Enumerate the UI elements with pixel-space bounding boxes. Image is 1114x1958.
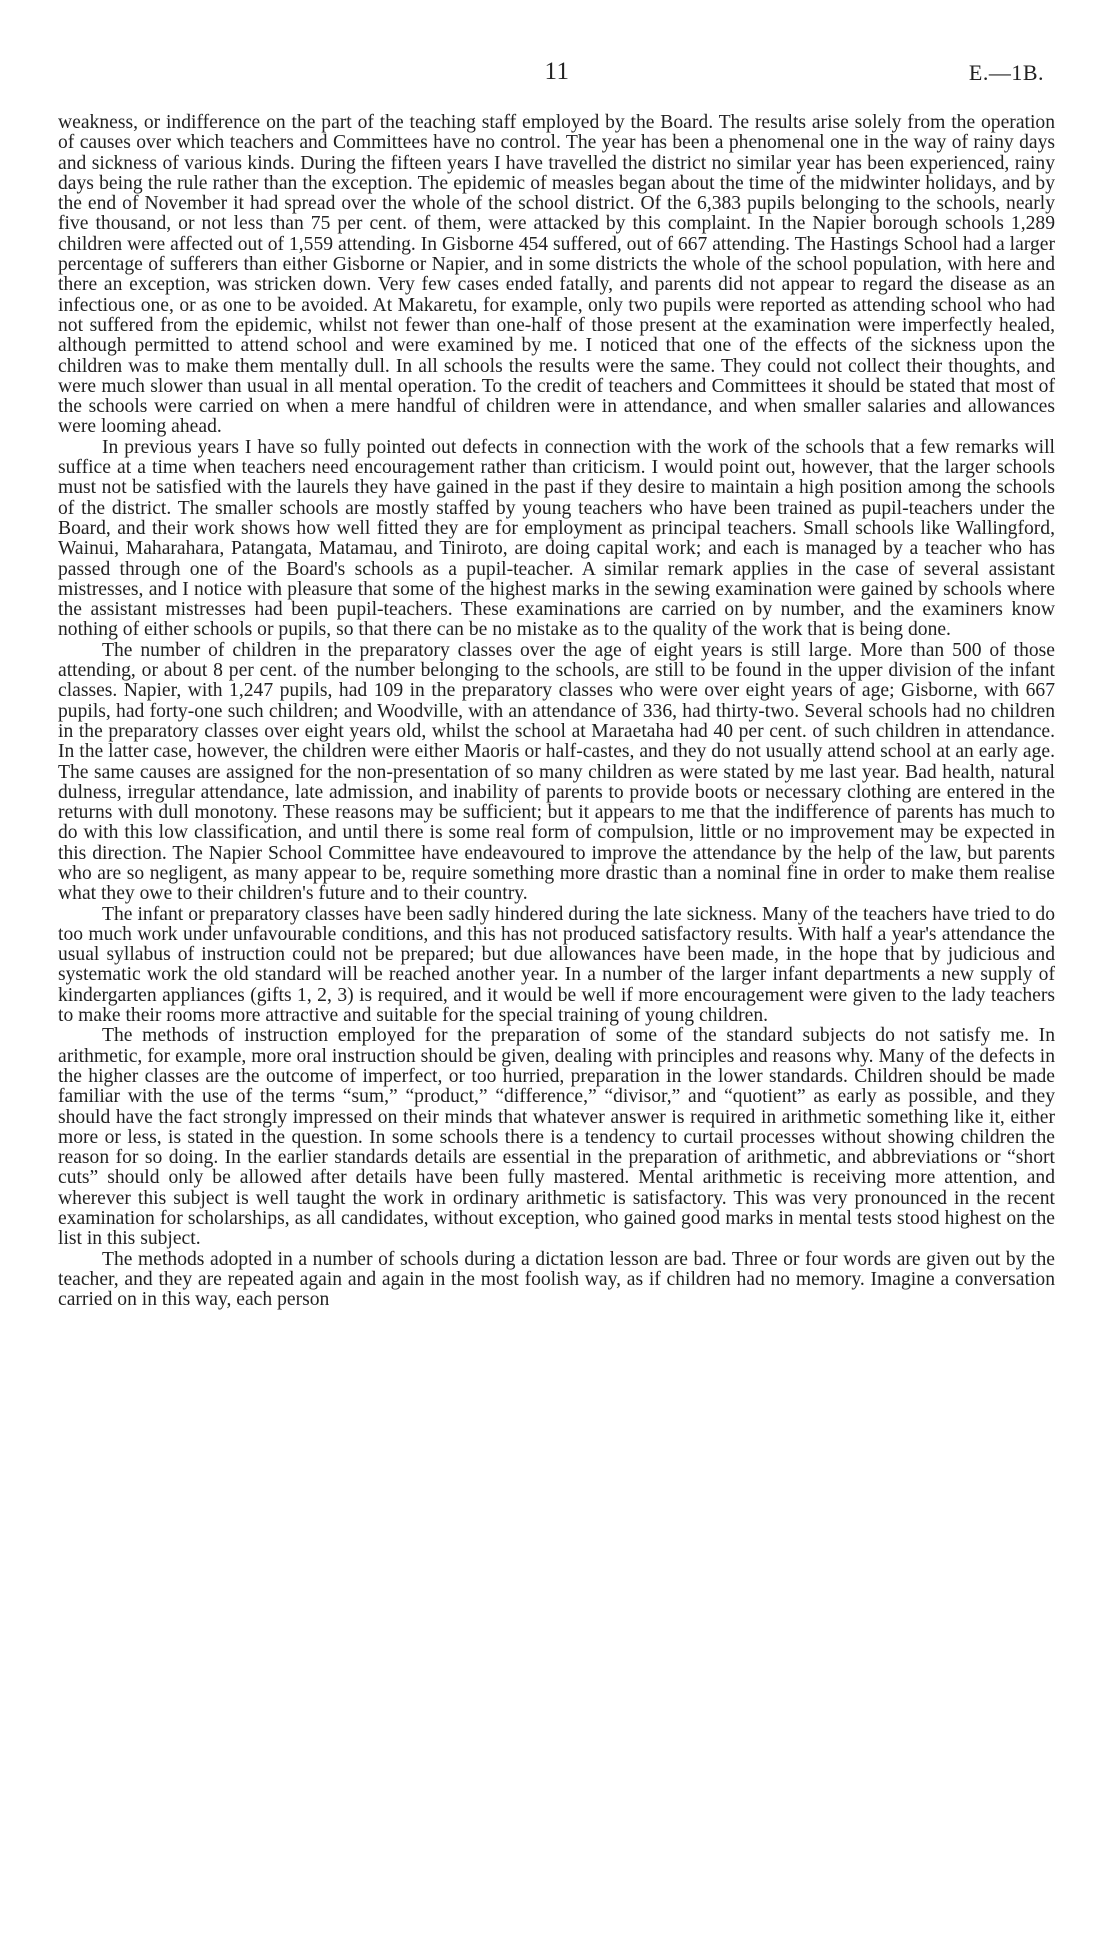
paragraph-dictation: The methods adopted in a number of schools during a dictation lesson are bad. Three or four words are given out by the teacher, and they are repeated again and again in the most foolish way, as if children had no memory. Imagine a conversation carried on in this way, each person — [58, 1248, 1055, 1311]
paragraph-epidemic: weakness, or indifference on the part of the teaching staff employed by the Board. The results arise solely from the operation of causes over which teachers and Committees have no control. The year has been a phenomenal one in the way of rainy days and sickness of various kinds. During the fifteen years I have travelled the district no similar year has been experienced, rainy days being the rule rather than the exception. The epidemic of measles began about the time of the midwinter holidays, and by the end of November it had spread over the whole of the school district. Of the 6,383 pupils belonging to the schools, nearly five thousand, or not less than 75 per cent. of them, were attacked by this complaint. In the Napier borough schools 1,289 children were affected out of 1,559 attending. In Gisborne 454 suffered, out of 667 attending. The Hastings School had a larger percentage of sufferers than either Gisborne or Napier, and in some districts the whole of the school population, with here and there an exception, was stricken down. Very few cases ended fatally, and parents did not appear to regard the disease as an infectious one, or as one to be avoided. At Makaretu, for example, only two pupils were reported as attending school who had not suffered from the epidemic, whilst not fewer than one-half of those present at the examination were imperfectly healed, although permitted to attend school and were examined by me. I noticed that one of the effects of the sickness upon the children was to make them mentally dull. In all schools the results were the same. They could not collect their thoughts, and were much slower than usual in all mental operation. To the credit of teachers and Committees it should be stated that most of the schools were carried on when a mere handful of children were in attendance, and when smaller salaries and allowances were looming ahead. — [58, 112, 1055, 438]
paragraph-infant-classes: The infant or preparatory classes have been sadly hindered during the late sickness. Many of the teachers have tried to do too much work under unfavourable conditions, and this has not produced satisfactory results. With half a year's attendance the usual syllabus of instruction could not be prepared; but due allowances have been made, in the hope that by judicious and systematic work the old standard will be reached another year. In a number of the larger infant departments a new supply of kindergarten appliances (gifts 1, 2, 3) is required, and it would be well if more encouragement were given to the lady teachers to make their rooms more attractive and suitable for the special training of young children. — [58, 903, 1055, 1027]
paragraph-school-defects: In previous years I have so fully pointed out defects in connection with the work of the schools that a few remarks will suffice at a time when teachers need encouragement rather than criticism. I would point out, however, that the larger schools must not be satisfied with the laurels they have gained in the past if they desire to maintain a high position among the schools of the district. The smaller schools are mostly staffed by young teachers who have been trained as pupil-teachers under the Board, and their work shows how well fitted they are for employment as principal teachers. Small schools like Wallingford, Wainui, Maharahara, Patangata, Matamau, and Tiniroto, are doing capital work; and each is managed by a teacher who has passed through one of the Board's schools as a pupil-teacher. A similar remark applies in the case of several assistant mistresses, and I notice with pleasure that some of the highest marks in the sewing examination were gained by schools where the assistant mistresses had been pupil-teachers. These examinations are carried on by number, and the examiners know nothing of either schools or pupils, so that there can be no mistake as to the quality of the work that is being done. — [58, 436, 1055, 641]
body-text — [58, 113, 1055, 1311]
paragraph-preparatory-classes: The number of children in the preparatory classes over the age of eight years is still large. More than 500 of those attending, or about 8 per cent. of the number belonging to the schools, are still to be found in the upper division of the infant classes. Napier, with 1,247 pupils, had 109 in the preparatory classes who were over eight years of age; Gisborne, with 667 pupils, had forty-one such children; and Woodville, with an attendance of 336, had thirty-two. Several schools had no children in the preparatory classes over eight years old, whilst the school at Maraetaha had 40 per cent. of such children in attendance. In the latter case, however, the children were either Maoris or half-castes, and they do not usually attend school at an early age. The same causes are assigned for the non-presentation of so many children as were stated by me last year. Bad health, natural dulness, irregular attendance, late admission, and inability of parents to provide boots or necessary clothing are entered in the returns with dull monotony. These reasons may be sufficient; but it appears to me that the indifference of parents has much to do with this low classification, and until there is some real form of compulsion, little or no improvement may be expected in this direction. The Napier School Committee have endeavoured to improve the attendance by the help of the law, but parents who are so negligent, as many appear to be, require something more drastic than a nominal fine in order to make them realise what they owe to their children's future and to their country. — [58, 639, 1055, 905]
page-number: 11 — [544, 58, 570, 85]
paragraph-arithmetic-methods: The methods of instruction employed for the preparation of some of the standard subjects do not satisfy me. In arithmetic, for example, more oral instruction should be given, dealing with principles and reasons why. Many of the defects in the higher classes are the outcome of imperfect, or too hurried, preparation in the lower standards. Children should be made familiar with the use of the terms “sum,” “product,” “difference,” “divisor,” and “quotient” as early as possible, and they should have the fact strongly impressed on their minds that whatever answer is required in arithmetic something like it, either more or less, is stated in the question. In some schools there is a tendency to curtail processes without showing children the reason for so doing. In the earlier standards details are essential in the preparation of arithmetic, and abbreviations or “short cuts” should only be allowed after details have been fully mastered. Mental arithmetic is receiving more attention, and wherever this subject is well taught the work in ordinary arithmetic is satisfactory. This was very pronounced in the recent examination for scholarships, as all candidates, without exception, who gained good marks in mental tests stood highest on the list in this subject. — [58, 1025, 1055, 1250]
document-reference: E.—1B. — [968, 60, 1044, 85]
